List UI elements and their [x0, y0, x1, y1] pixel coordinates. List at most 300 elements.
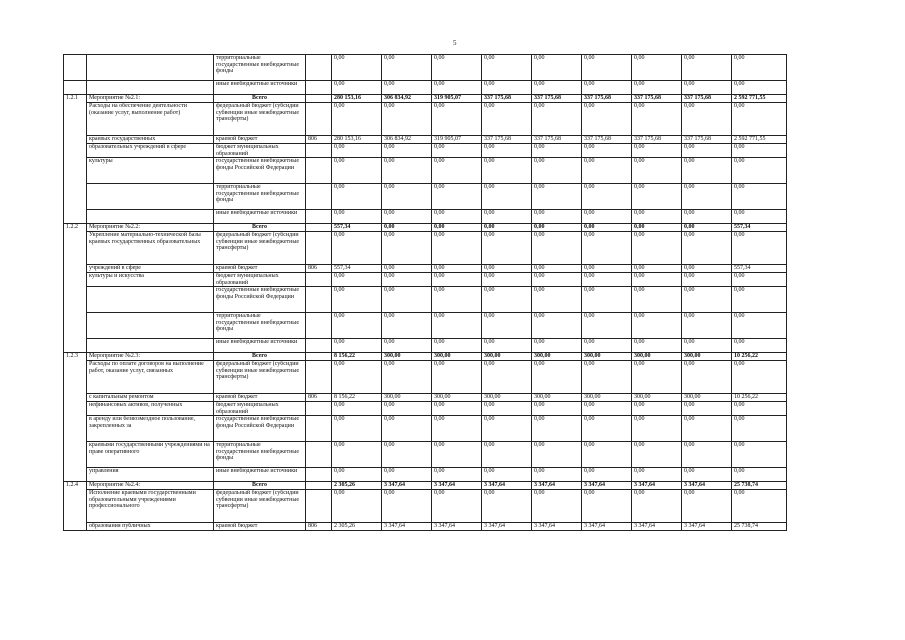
funding-source-cell: государственные внебюджетные фонды Российской Федерации [214, 287, 306, 313]
value-cell: 0,00 [632, 265, 682, 273]
description-cell: Расходы на обеспечение деятельности (оказание услуг, выполнение работ) [87, 103, 214, 136]
value-cell: 300,00 [532, 394, 582, 402]
value-cell: 3 347,64 [482, 523, 532, 531]
value-cell: 0,00 [632, 313, 682, 339]
value-cell: 337 175,68 [582, 95, 632, 103]
value-cell: 0,00 [382, 55, 432, 81]
description-cell: Мероприятие №2.4: [87, 482, 214, 490]
value-cell: 557,34 [332, 265, 382, 273]
value-cell: 0,00 [682, 313, 732, 339]
department-code-cell [306, 416, 332, 442]
department-code-cell [306, 144, 332, 158]
value-cell: 337 175,68 [632, 95, 682, 103]
value-cell: 0,00 [632, 158, 682, 184]
value-cell: 0,00 [432, 81, 482, 95]
value-cell: 0,00 [482, 158, 532, 184]
table-row [64, 361, 787, 394]
value-cell: 300,00 [632, 394, 682, 402]
value-cell: 0,00 [582, 490, 632, 523]
value-cell: 0,00 [432, 184, 482, 210]
value-cell: 0,00 [732, 81, 787, 95]
value-cell: 0,00 [732, 144, 787, 158]
department-code-cell: 806 [306, 136, 332, 144]
value-cell: 0,00 [432, 361, 482, 394]
value-cell: 0,00 [382, 361, 432, 394]
table-row [64, 482, 787, 490]
value-cell: 0,00 [482, 103, 532, 136]
value-cell: 0,00 [682, 339, 732, 353]
value-cell: 0,00 [382, 103, 432, 136]
value-cell: 0,00 [432, 210, 482, 224]
description-cell: нефинансовых активов, полученных [87, 402, 214, 416]
value-cell: 3 347,64 [532, 482, 582, 490]
description-cell: с капитальным ремонтом [87, 394, 214, 402]
value-cell: 0,00 [332, 232, 382, 265]
department-code-cell: 806 [306, 523, 332, 531]
value-cell: 0,00 [732, 232, 787, 265]
value-cell: 0,00 [582, 232, 632, 265]
value-cell: 0,00 [632, 210, 682, 224]
value-cell: 337 175,68 [632, 136, 682, 144]
value-cell: 0,00 [432, 416, 482, 442]
table-row [64, 313, 787, 339]
value-cell: 0,00 [532, 265, 582, 273]
value-cell: 0,00 [682, 273, 732, 287]
value-cell: 0,00 [632, 339, 682, 353]
funding-source-cell: иные внебюджетные источники [214, 339, 306, 353]
value-cell: 0,00 [532, 55, 582, 81]
description-cell: Укрепление материально-технической базы краевых государственных образовательных [87, 232, 214, 265]
value-cell: 0,00 [532, 210, 582, 224]
value-cell: 0,00 [532, 224, 582, 232]
value-cell: 0,00 [682, 210, 732, 224]
value-cell: 2 305,26 [332, 523, 382, 531]
table-row [64, 490, 787, 523]
value-cell: 0,00 [332, 468, 382, 482]
value-cell: 0,00 [332, 402, 382, 416]
value-cell: 0,00 [332, 416, 382, 442]
value-cell: 0,00 [432, 158, 482, 184]
description-cell: учреждений в сфере [87, 265, 214, 273]
value-cell: 0,00 [682, 442, 732, 468]
value-cell: 557,34 [732, 265, 787, 273]
value-cell: 306 834,92 [382, 136, 432, 144]
department-code-cell [306, 361, 332, 394]
funding-source-cell: государственные внебюджетные фонды Российской Федерации [214, 416, 306, 442]
funding-source-cell: федеральный бюджет (субсидии субвенции иные межбюджетные трансферты) [214, 361, 306, 394]
funding-source-cell: иные внебюджетные источники [214, 468, 306, 482]
funding-source-cell: территориальные государственные внебюджетные фонды [214, 442, 306, 468]
value-cell: 0,00 [682, 184, 732, 210]
value-cell: 0,00 [482, 210, 532, 224]
description-cell [87, 313, 214, 339]
total-label-cell: Всего [214, 95, 306, 103]
value-cell: 300,00 [432, 353, 482, 361]
value-cell: 0,00 [632, 361, 682, 394]
value-cell: 0,00 [382, 402, 432, 416]
table-row [64, 224, 787, 232]
value-cell: 337 175,68 [532, 95, 582, 103]
value-cell: 0,00 [682, 416, 732, 442]
description-cell: образовательных учреждений в сфере [87, 144, 214, 158]
table-row [64, 339, 787, 353]
value-cell: 0,00 [432, 103, 482, 136]
value-cell: 0,00 [432, 442, 482, 468]
value-cell: 2 305,26 [332, 482, 382, 490]
description-cell: в аренду или безвозмездное пользование, закрепленных за [87, 416, 214, 442]
value-cell: 0,00 [532, 103, 582, 136]
value-cell: 0,00 [332, 103, 382, 136]
department-code-cell [306, 402, 332, 416]
value-cell: 0,00 [482, 490, 532, 523]
value-cell: 0,00 [732, 103, 787, 136]
value-cell: 337 175,68 [582, 136, 632, 144]
value-cell: 3 347,64 [382, 523, 432, 531]
value-cell: 0,00 [432, 490, 482, 523]
value-cell: 0,00 [632, 442, 682, 468]
row-number-cell [64, 55, 87, 81]
department-code-cell [306, 482, 332, 490]
value-cell: 0,00 [382, 224, 432, 232]
value-cell: 3 347,64 [582, 482, 632, 490]
value-cell: 0,00 [632, 468, 682, 482]
value-cell: 0,00 [682, 232, 732, 265]
value-cell: 0,00 [732, 287, 787, 313]
value-cell: 0,00 [532, 313, 582, 339]
value-cell: 0,00 [682, 81, 732, 95]
row-number-cell [64, 81, 87, 95]
funding-source-cell: бюджет муниципальных образований [214, 273, 306, 287]
description-cell: краевых государственных [87, 136, 214, 144]
value-cell: 0,00 [532, 442, 582, 468]
value-cell: 3 347,64 [532, 523, 582, 531]
value-cell: 0,00 [532, 184, 582, 210]
funding-source-cell: краевой бюджет [214, 136, 306, 144]
value-cell: 0,00 [582, 224, 632, 232]
value-cell: 0,00 [482, 402, 532, 416]
value-cell: 0,00 [532, 416, 582, 442]
value-cell: 0,00 [532, 339, 582, 353]
value-cell: 300,00 [682, 353, 732, 361]
department-code-cell [306, 287, 332, 313]
funding-source-cell: краевой бюджет [214, 523, 306, 531]
table-row [64, 523, 787, 531]
value-cell: 0,00 [382, 144, 432, 158]
value-cell: 0,00 [532, 144, 582, 158]
value-cell: 0,00 [482, 232, 532, 265]
value-cell: 3 347,64 [682, 523, 732, 531]
value-cell: 0,00 [482, 81, 532, 95]
value-cell: 300,00 [382, 353, 432, 361]
value-cell: 0,00 [582, 81, 632, 95]
value-cell: 0,00 [482, 184, 532, 210]
value-cell: 0,00 [482, 442, 532, 468]
table-row [64, 353, 787, 361]
value-cell: 0,00 [582, 402, 632, 416]
value-cell: 0,00 [732, 416, 787, 442]
value-cell: 0,00 [532, 402, 582, 416]
value-cell: 300,00 [382, 394, 432, 402]
funding-source-cell: федеральный бюджет (субсидии субвенции иные межбюджетные трансферты) [214, 490, 306, 523]
value-cell: 0,00 [732, 184, 787, 210]
value-cell: 0,00 [682, 490, 732, 523]
funding-source-cell: государственные внебюджетные фонды Российской Федерации [214, 158, 306, 184]
funding-source-cell: бюджет муниципальных образований [214, 144, 306, 158]
value-cell: 0,00 [532, 158, 582, 184]
value-cell: 0,00 [682, 55, 732, 81]
value-cell: 0,00 [382, 313, 432, 339]
value-cell: 0,00 [432, 287, 482, 313]
value-cell: 0,00 [582, 361, 632, 394]
value-cell: 280 153,16 [332, 136, 382, 144]
value-cell: 0,00 [582, 55, 632, 81]
value-cell: 0,00 [432, 265, 482, 273]
value-cell: 0,00 [682, 361, 732, 394]
description-cell: Мероприятие №2.2: [87, 224, 214, 232]
value-cell: 0,00 [732, 55, 787, 81]
value-cell: 0,00 [582, 265, 632, 273]
value-cell: 0,00 [482, 55, 532, 81]
value-cell: 0,00 [582, 442, 632, 468]
value-cell: 0,00 [382, 81, 432, 95]
value-cell: 0,00 [682, 224, 732, 232]
table-row [64, 402, 787, 416]
value-cell: 0,00 [682, 158, 732, 184]
value-cell: 0,00 [632, 184, 682, 210]
value-cell: 0,00 [682, 402, 732, 416]
value-cell: 0,00 [732, 490, 787, 523]
value-cell: 0,00 [732, 402, 787, 416]
table-body [64, 55, 787, 531]
value-cell: 0,00 [482, 273, 532, 287]
row-number-cell: 1.2.3 [64, 353, 87, 482]
value-cell: 3 347,64 [382, 482, 432, 490]
value-cell: 3 347,64 [482, 482, 532, 490]
value-cell: 0,00 [432, 468, 482, 482]
description-cell: Мероприятие №2.1: [87, 95, 214, 103]
value-cell: 0,00 [632, 81, 682, 95]
table-row [64, 184, 787, 210]
funding-source-cell: территориальные государственные внебюджетные фонды [214, 313, 306, 339]
department-code-cell [306, 468, 332, 482]
value-cell: 0,00 [582, 468, 632, 482]
value-cell: 0,00 [482, 287, 532, 313]
value-cell: 0,00 [382, 210, 432, 224]
table-row [64, 210, 787, 224]
value-cell: 0,00 [582, 184, 632, 210]
value-cell: 0,00 [582, 273, 632, 287]
table-row [64, 468, 787, 482]
total-label-cell: Всего [214, 353, 306, 361]
value-cell: 0,00 [332, 490, 382, 523]
table-row [64, 287, 787, 313]
value-cell: 3 347,64 [582, 523, 632, 531]
value-cell: 3 347,64 [432, 523, 482, 531]
funding-source-cell: бюджет муниципальных образований [214, 402, 306, 416]
value-cell: 0,00 [682, 265, 732, 273]
value-cell: 3 347,64 [632, 482, 682, 490]
value-cell: 337 175,68 [682, 136, 732, 144]
department-code-cell [306, 103, 332, 136]
value-cell: 0,00 [432, 232, 482, 265]
table-row [64, 394, 787, 402]
value-cell: 0,00 [332, 287, 382, 313]
funding-source-cell: иные внебюджетные источники [214, 210, 306, 224]
value-cell: 0,00 [532, 361, 582, 394]
value-cell: 300,00 [582, 353, 632, 361]
description-cell: культуры и искусства [87, 273, 214, 287]
value-cell: 0,00 [732, 442, 787, 468]
row-number-cell: 1.2.2 [64, 224, 87, 353]
value-cell: 0,00 [582, 158, 632, 184]
value-cell: 0,00 [682, 287, 732, 313]
value-cell: 0,00 [482, 468, 532, 482]
value-cell: 0,00 [632, 416, 682, 442]
value-cell: 0,00 [332, 442, 382, 468]
total-label-cell: Всего [214, 482, 306, 490]
value-cell: 0,00 [532, 287, 582, 313]
value-cell: 557,34 [332, 224, 382, 232]
department-code-cell [306, 55, 332, 81]
value-cell: 0,00 [482, 144, 532, 158]
value-cell: 0,00 [332, 144, 382, 158]
value-cell: 0,00 [432, 313, 482, 339]
description-cell: образования публичных [87, 523, 214, 531]
value-cell: 319 905,07 [432, 136, 482, 144]
table-row [64, 232, 787, 265]
value-cell: 25 738,74 [732, 482, 787, 490]
value-cell: 0,00 [382, 468, 432, 482]
description-cell: Мероприятие №2.3: [87, 353, 214, 361]
value-cell: 0,00 [432, 339, 482, 353]
value-cell: 0,00 [432, 402, 482, 416]
department-code-cell [306, 184, 332, 210]
funding-source-cell: краевой бюджет [214, 394, 306, 402]
value-cell: 300,00 [582, 394, 632, 402]
value-cell: 0,00 [532, 273, 582, 287]
table-row [64, 442, 787, 468]
total-label-cell: Всего [214, 224, 306, 232]
value-cell: 0,00 [682, 468, 732, 482]
value-cell: 0,00 [332, 158, 382, 184]
value-cell: 0,00 [632, 287, 682, 313]
table-row [64, 265, 787, 273]
value-cell: 0,00 [382, 184, 432, 210]
description-cell [87, 210, 214, 224]
description-cell: управления [87, 468, 214, 482]
value-cell: 0,00 [732, 468, 787, 482]
row-number-cell: 1.2.4 [64, 482, 87, 531]
value-cell: 0,00 [582, 339, 632, 353]
value-cell: 0,00 [682, 103, 732, 136]
funding-source-cell: территориальные государственные внебюджетные фонды [214, 184, 306, 210]
value-cell: 306 834,92 [382, 95, 432, 103]
department-code-cell [306, 442, 332, 468]
value-cell: 0,00 [632, 490, 682, 523]
value-cell: 0,00 [582, 287, 632, 313]
funding-source-cell: федеральный бюджет (субсидии субвенции иные межбюджетные трансферты) [214, 232, 306, 265]
value-cell: 0,00 [732, 158, 787, 184]
value-cell: 0,00 [632, 232, 682, 265]
value-cell: 0,00 [382, 442, 432, 468]
department-code-cell [306, 273, 332, 287]
value-cell: 0,00 [682, 144, 732, 158]
value-cell: 0,00 [532, 232, 582, 265]
value-cell: 0,00 [632, 273, 682, 287]
value-cell: 300,00 [632, 353, 682, 361]
table-row [64, 81, 787, 95]
table-row [64, 416, 787, 442]
value-cell: 0,00 [332, 210, 382, 224]
value-cell: 300,00 [482, 394, 532, 402]
department-code-cell [306, 339, 332, 353]
value-cell: 0,00 [582, 313, 632, 339]
value-cell: 0,00 [482, 339, 532, 353]
value-cell: 0,00 [332, 273, 382, 287]
value-cell: 337 175,68 [682, 95, 732, 103]
department-code-cell [306, 224, 332, 232]
value-cell: 0,00 [482, 224, 532, 232]
funding-source-cell: иные внебюджетные источники [214, 81, 306, 95]
value-cell: 0,00 [332, 313, 382, 339]
department-code-cell: 806 [306, 265, 332, 273]
value-cell: 0,00 [482, 416, 532, 442]
value-cell: 0,00 [532, 81, 582, 95]
table-row [64, 136, 787, 144]
value-cell: 8 156,22 [332, 353, 382, 361]
value-cell: 300,00 [532, 353, 582, 361]
value-cell: 0,00 [632, 224, 682, 232]
value-cell: 0,00 [732, 313, 787, 339]
description-cell [87, 339, 214, 353]
department-code-cell [306, 232, 332, 265]
budget-table [63, 54, 787, 531]
value-cell: 300,00 [432, 394, 482, 402]
value-cell: 0,00 [732, 273, 787, 287]
department-code-cell [306, 353, 332, 361]
value-cell: 280 153,16 [332, 95, 382, 103]
description-cell [87, 287, 214, 313]
value-cell: 0,00 [382, 490, 432, 523]
value-cell: 0,00 [382, 416, 432, 442]
value-cell: 25 738,74 [732, 523, 787, 531]
table-row [64, 144, 787, 158]
description-cell: краевыми государственными учреждениями на праве оперативного [87, 442, 214, 468]
value-cell: 0,00 [532, 490, 582, 523]
value-cell: 0,00 [332, 184, 382, 210]
description-cell [87, 184, 214, 210]
department-code-cell [306, 490, 332, 523]
description-cell: культуры [87, 158, 214, 184]
value-cell: 0,00 [332, 55, 382, 81]
value-cell: 0,00 [582, 144, 632, 158]
department-code-cell [306, 210, 332, 224]
value-cell: 300,00 [482, 353, 532, 361]
value-cell: 3 347,64 [682, 482, 732, 490]
table-row [64, 103, 787, 136]
value-cell: 0,00 [482, 313, 532, 339]
value-cell: 0,00 [732, 361, 787, 394]
value-cell: 3 347,64 [432, 482, 482, 490]
value-cell: 10 256,22 [732, 394, 787, 402]
value-cell: 300,00 [682, 394, 732, 402]
value-cell: 8 156,22 [332, 394, 382, 402]
value-cell: 0,00 [432, 273, 482, 287]
value-cell: 0,00 [732, 210, 787, 224]
value-cell: 337 175,68 [482, 95, 532, 103]
department-code-cell [306, 313, 332, 339]
value-cell: 0,00 [632, 103, 682, 136]
